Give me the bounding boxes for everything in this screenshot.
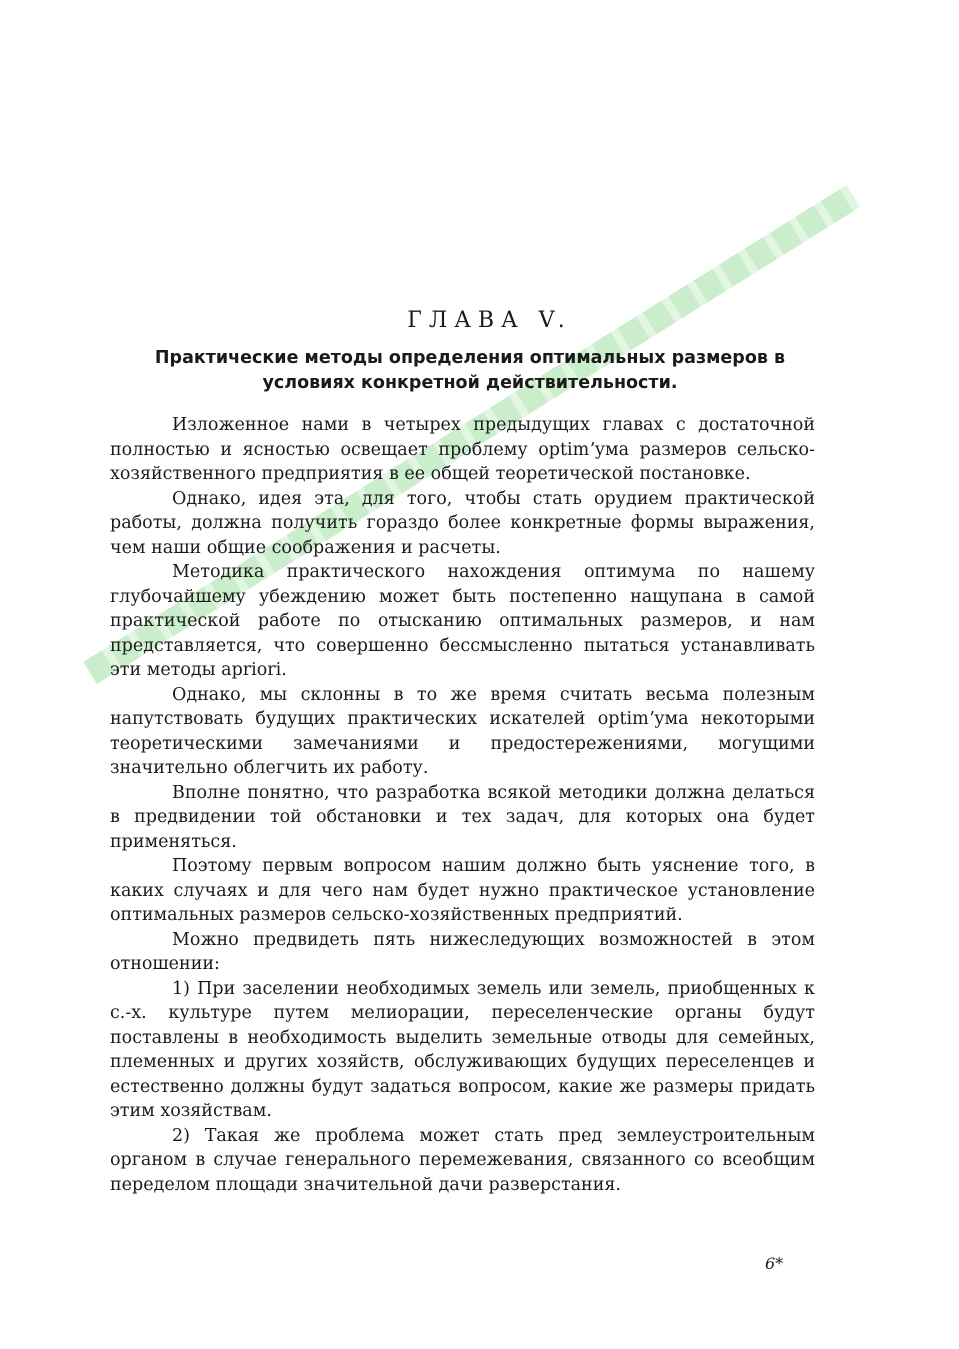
list-item: 2) Такая же проблема может стать пред землеустроительным органом в случае генерального перемежевания, связанного со всеобщим переделом площади значительной дачи разверстания. bbox=[110, 1125, 815, 1195]
paragraph: Однако, мы склонны в то же время считать весьма полезным напутствовать будущих практических искателей optimʼума некоторыми теоретическими замечаниями и предостережениями, могущими значительно облегчить их работу. bbox=[110, 684, 815, 778]
paragraph: Можно предвидеть пять нижеследующих возможностей в этом отношении: bbox=[110, 929, 815, 974]
body-text bbox=[110, 413, 815, 1197]
paragraph: Поэтому первым вопросом нашим должно быть уяснение того, в каких случаях и для чего нам будет нужно практическое установление оптимальных размеров сельско-хозяйственных предприятий. bbox=[110, 856, 815, 925]
chapter-title: ГЛАВА V. bbox=[407, 308, 572, 333]
paragraph: Вполне понятно, что разработка всякой методики должна делаться в предвидении той обстановки и тех задач, для которых она будет применяться. bbox=[110, 782, 815, 852]
paragraph: Изложенное нами в четырех предыдущих главах с достаточной полностью и ясностью освещает проблему optimʼума размеров сельско-хозяйственного предприятия в ее общей теоретической постановке. bbox=[110, 415, 815, 484]
list-item: 1) При заселении необходимых земель или земель, приобщенных к с.-х. культуре путем мелиорации, переселенческие органы будут поставлены в необходимость выделить земельные отводы для семейных, племенных и других хозяйств, обслуживающих будущих переселенцев и естественно должны будут задаться вопросом, какие же размеры придать этим хозяйствам. bbox=[110, 978, 815, 1121]
signature-mark: 6* bbox=[765, 1254, 784, 1273]
paragraph: Однако, идея эта, для того, чтобы стать орудием практической работы, должна получить гораздо более конкретные формы выражения, чем наши общие соображения и расчеты. bbox=[110, 488, 815, 558]
paragraph: Методика практического нахождения оптимума по нашему глубочайшему убеждению может быть постепенно нащупана в самой практической работе по отысканию оптимальных размеров, и нам представляется, что совершенно бессмысленно пытаться устанавливать эти методы apriori. bbox=[110, 562, 815, 680]
chapter-subtitle: Практические методы определения оптимальных размеров в условиях конкретной действительности. bbox=[154, 348, 786, 393]
